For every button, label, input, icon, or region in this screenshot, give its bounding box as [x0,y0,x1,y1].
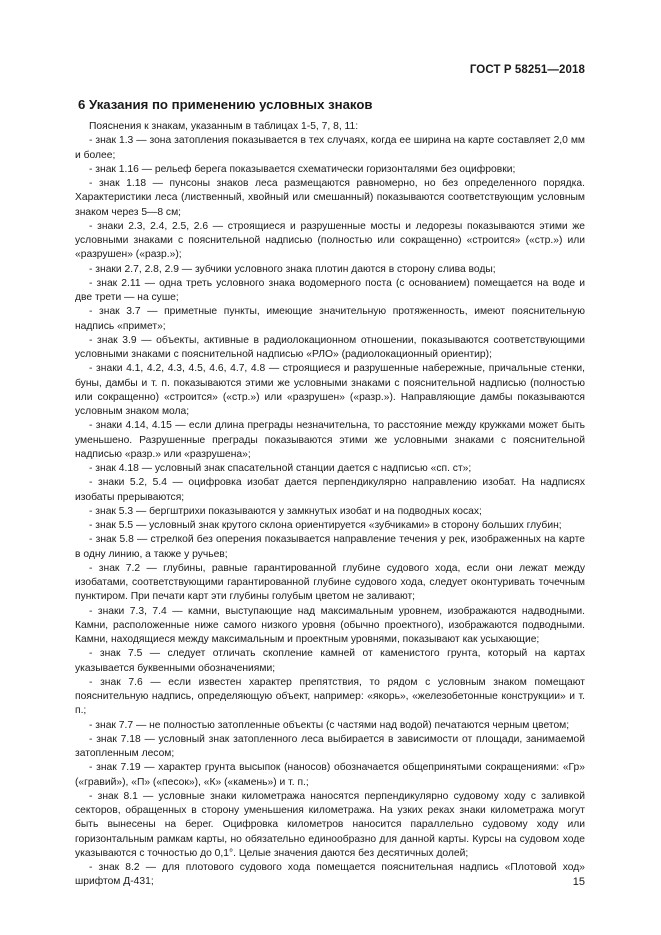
list-item: - знак 7.5 — следует отличать скопление камней от каменистого грунта, который на картах указывается буквенными обозначениями; [75,648,585,674]
list-item: - знак 8.1 — условные знаки километража наносятся перпендикулярно судовому ходу с заливкой секторов, обращенных в сторону уменьшения километража. На узких реках знаки километража могут быть вынесены на берег. Оцифровка километров наносится параллельно судовому ходу или горизонтальным рамкам карты, но обязательно единообразно для данной карты. Курсы на судовом ходе указываются с точностью до 0,1°. Целые значения даются без десятичных долей; [75,790,585,859]
list-item: - знак 7.2 — глубины, равные гарантированной глубине судового хода, если они лежат между изобатами, соответствующими гарантированной глубине судового хода, следует оконтуривать точечным пунктиром. При печати карт эти глубины голубым цветом не заливают; [75,562,585,603]
list-item: - знаки 5.2, 5.4 — оцифровка изобат дается перпендикулярно направлению изобат. На надписях изобаты прерываются; [75,477,585,503]
list-item: - знак 7.7 — не полностью затопленные объекты (с частями над водой) печатаются черным цветом; [89,719,570,731]
document-code-header: ГОСТ Р 58251—2018 [469,64,585,76]
list-item: - знак 1.3 — зона затопления показывается в тех случаях, когда ее ширина на карте составляет 2,0 мм и более; [75,135,585,161]
list-item: - знак 5.3 — бергштрихи показываются у замкнутых изобат и на подводных косах; [89,505,482,517]
list-item: - знак 3.9 — объекты, активные в радиолокационном отношении, показываются соответствующими условными знаками с пояснительной надписью «РЛО» (радиолокационный ориентир); [75,334,585,360]
list-item: - знак 4.18 — условный знак спасательной станции дается с надписью «сп. ст»; [89,463,472,474]
list-item: - знак 7.6 — если известен характер препятствия, то рядом с условным знаком помещают пояснительную надпись, определяющую объект, например: «якорь», «железобетонные конструкции» и т. п.; [75,676,585,717]
list-item: - знак 8.2 — для плотового судового хода помещается пояснительная надпись «Плотовой ход» шрифтом Д-431; [75,862,585,888]
intro-paragraph: Пояснения к знакам, указанным в таблицах 1-5, 7, 8, 11: [89,121,359,132]
list-item: - знак 5.8 — стрелкой без оперения показывается направление течения у рек, изображенных на карте в одну линию, а также у ручьев; [75,534,585,560]
list-item: - знаки 7.3, 7.4 — камни, выступающие над максимальным уровнем, изображаются надводными. Камни, расположенные ниже самого низкого уровня (обычно проектного), изображаются подводными. Камни, находящиеся между максимальным и проектным уровнями, показывают как усыхающие; [75,605,585,645]
section-heading: 6 Указания по применению условных знаков [78,97,373,112]
list-item: - знаки 2.7, 2.8, 2.9 — зубчики условного знака плотин даются в сторону слива воды; [89,263,496,275]
list-item: - знак 1.18 — пунсоны знаков леса размещаются равномерно, но без определенного порядка. Характеристики леса (лиственный, хвойный или смешанный) показываются соответствующим условным знаком через 5—8 см; [75,178,585,218]
list-item: - знаки 4.14, 4.15 — если длина преграды незначительна, то расстояние между кружками может быть уменьшено. Разрушенные преграды показываются этими же условными знаками с пояснительной надписью «разр.» или «разрушена»; [75,420,585,460]
list-item: - знак 2.11 — одна треть условного знака водомерного поста (с основанием) помещается на воде и две трети — на суше; [75,277,585,303]
list-item: - знаки 4.1, 4.2, 4.3, 4.5, 4.6, 4.7, 4.8 — строящиеся и разрушенные набережные, причальные стенки, буны, дамбы и т. п. показываются этими же условными знаками с пояснительной надписью (полностью или сокращенно) «строится» («стр.») или «разрушен» («разр.»). Направляющие дамбы показываются условным знаком мола; [75,363,585,417]
list-item: - знаки 2.3, 2.4, 2.5, 2.6 — строящиеся и разрушенные мосты и ледорезы показываются этими же условными знаками с пояснительной надписью (полностью или сокращенно) «строится» («стр.») или «разрушен» («разр.»); [75,220,585,261]
page-number: 15 [572,876,585,888]
list-item: - знак 7.18 — условный знак затопленного леса выбирается в зависимости от площади, занимаемой затопленным лесом; [75,733,585,759]
list-item: - знак 1.16 — рельеф берега показывается схематически горизонталями без оцифровки; [89,163,516,175]
list-item: - знак 5.5 — условный знак крутого склона ориентируется «зубчиками» в сторону больших глубин; [89,520,562,531]
list-item: - знак 7.19 — характер грунта высыпок (наносов) обозначается общепринятыми сокращениями: «Гр» («гравий»), «П» («песок»), «К» («камень») и т. п.; [75,762,585,788]
list-item: - знак 3.7 — приметные пункты, имеющие значительную протяженность, имеют пояснительную надпись «примет»; [75,306,585,332]
section-body [75,120,585,890]
